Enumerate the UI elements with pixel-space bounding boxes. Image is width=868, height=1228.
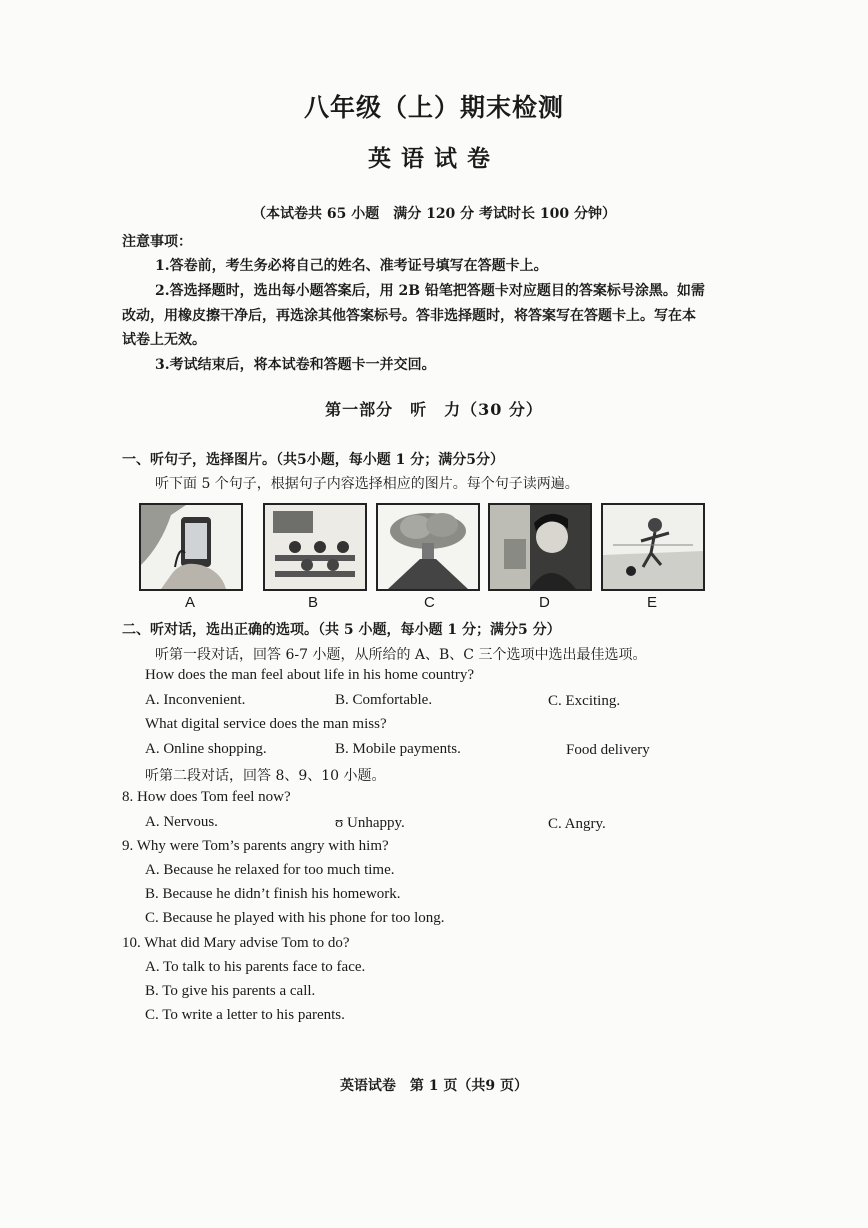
picture-label-b: B <box>308 594 319 611</box>
question-9-option-a: A. Because he relaxed for too much time. <box>145 862 395 878</box>
question-7-option-b: B. Mobile payments. <box>335 741 461 757</box>
question-6-option-a: A. Inconvenient. <box>145 692 246 708</box>
section-one-instruction: 听下面 5 个句子，根据句子内容选择相应的图片。每个句子读两遍。 <box>155 476 579 492</box>
volcano-icon <box>378 505 478 589</box>
picture-c <box>376 503 480 591</box>
question-6-option-c: C. Exciting. <box>548 693 621 709</box>
picture-a <box>139 503 243 591</box>
exam-info: （本试卷共 65 小题 满分 120 分 考试时长 100 分钟） <box>251 206 617 222</box>
picture-label-a: A <box>185 594 196 611</box>
picture-label-d: D <box>539 594 550 611</box>
question-10-option-a: A. To talk to his parents face to face. <box>145 959 366 975</box>
exam-title: 八年级（上）期末检测 <box>303 93 564 122</box>
phone-hand-icon <box>141 505 241 589</box>
soccer-player-icon <box>603 505 703 589</box>
question-6-option-b: B. Comfortable. <box>335 692 433 708</box>
question-7-option-a: A. Online shopping. <box>145 741 267 757</box>
question-9-text: 9. Why were Tom’s parents angry with him? <box>122 838 389 854</box>
note-item-2-line-3: 试卷上无效。 <box>122 332 206 348</box>
question-8-option-c: C. Angry. <box>548 816 606 832</box>
note-item-2-line-2: 改动，用橡皮擦干净后，再选涂其他答案标号。答非选择题时，将答案写在答题卡上。写在本 <box>122 308 696 324</box>
question-10-option-b: B. To give his parents a call. <box>145 983 316 999</box>
picture-d <box>488 503 592 591</box>
question-8-option-b: ʊ Unhappy. <box>335 815 405 831</box>
question-8-text: 8. How does Tom feel now? <box>122 789 291 805</box>
reading-person-icon <box>490 505 590 589</box>
part-one-heading: 第一部分 听 力（30 分） <box>325 400 543 419</box>
question-10-text: 10. What did Mary advise Tom to do? <box>122 935 350 951</box>
picture-e <box>601 503 705 591</box>
note-item-2-line-1: 2.答选择题时，选出每小题答案后，用 2B 铅笔把答题卡对应题目的答案标号涂黑。如需 <box>155 283 705 299</box>
notes-heading: 注意事项： <box>122 234 192 250</box>
picture-b <box>263 503 367 591</box>
picture-label-c: C <box>424 594 435 611</box>
note-item-1: 1.答卷前，考生务必将自己的姓名、准考证号填写在答题卡上。 <box>155 258 548 274</box>
question-8-option-a: A. Nervous. <box>145 814 218 830</box>
question-6-text: How does the man feel about life in his home country? <box>145 667 475 683</box>
page-footer: 英语试卷 第 1 页（共9 页） <box>339 1078 529 1094</box>
classroom-icon <box>265 505 365 589</box>
section-one-heading: 一、听句子，选择图片。（共5小题，每小题 1 分；满分5分） <box>122 452 504 468</box>
question-10-option-c: C. To write a letter to his parents. <box>145 1007 345 1023</box>
question-7-text: What digital service does the man miss? <box>145 716 387 732</box>
picture-row <box>0 503 868 593</box>
subject-title: 英语试卷 <box>368 145 500 172</box>
note-item-3: 3.考试结束后，将本试卷和答题卡一并交回。 <box>155 357 436 373</box>
section-two-instruction-1: 听第一段对话，回答 6-7 小题，从所给的 A、B、C 三个选项中选出最佳选项。 <box>155 647 647 663</box>
picture-label-e: E <box>647 594 658 611</box>
section-two-instruction-2: 听第二段对话，回答 8、9、10 小题。 <box>145 768 386 784</box>
section-two-heading: 二、听对话，选出正确的选项。（共 5 小题，每小题 1 分；满分5 分） <box>122 622 561 638</box>
question-7-option-c: Food delivery <box>566 742 650 758</box>
question-9-option-b: B. Because he didn’t finish his homework. <box>145 886 401 902</box>
question-9-option-c: C. Because he played with his phone for too long. <box>145 910 445 926</box>
